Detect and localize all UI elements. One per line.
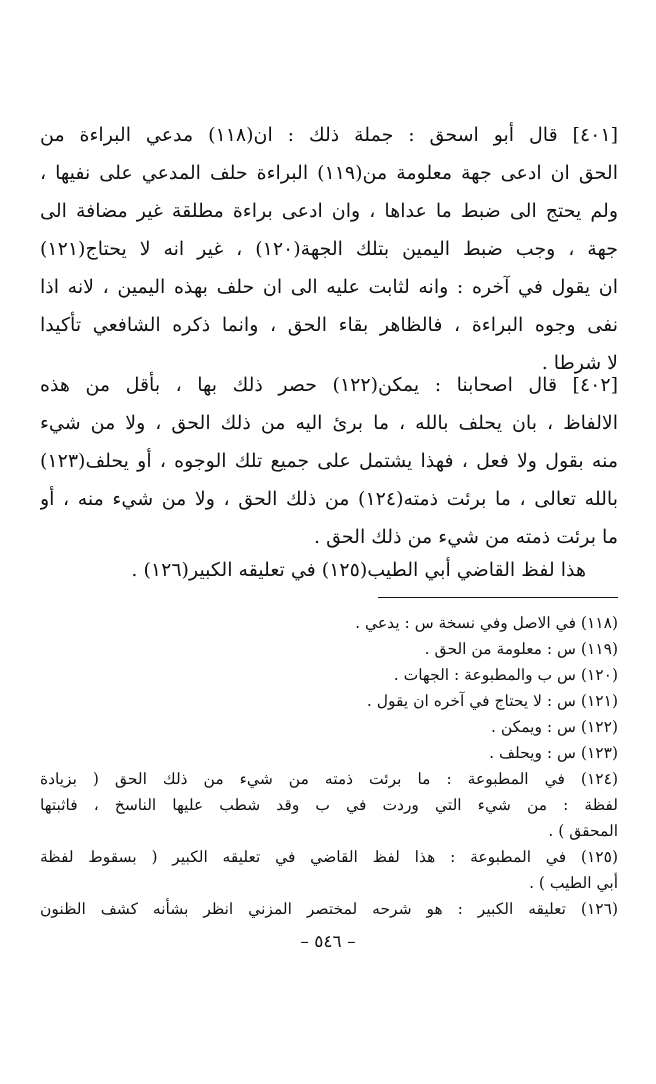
text-line: لا شرطا .	[541, 352, 618, 374]
text-line: الالفاظ ، بان يحلف بالله ، ما برئ اليه من ذلك الحق ، ولا من شيء	[40, 412, 618, 434]
text-line: منه بقول ولا فعل ، فهذا يشتمل على جميع تلك الوجوه ، أو يحلف(١٢٣)	[40, 450, 618, 472]
closing-paragraph	[40, 551, 586, 589]
text-line: ما برئت ذمته من شيء من ذلك الحق .	[313, 526, 618, 548]
text-line: [٤٠١] قال أبو اسحق : جملة ذلك : ان(١١٨) مدعي البراءة من	[40, 124, 618, 146]
text-line: ولم يحتج الى ضبط ما عداها ، وان ادعى براءة مطلقة غير مضافة الى	[40, 200, 618, 222]
footnote-line: لفظة : من شيء التي وردت في ب وقد شطب عليها الناسخ ، فاثبتها	[40, 796, 618, 814]
page-number: – ٥٤٦ –	[300, 932, 356, 952]
text-line: جهة ، وجب ضبط اليمين بتلك الجهة(١٢٠) ، غير انه لا يحتاج(١٢١)	[40, 238, 618, 260]
footnote-line: (١٢٦) تعليقه الكبير : هو شرحه لمختصر المزني انظر بشأنه كشف الظنون	[40, 900, 618, 918]
paragraph-402	[40, 366, 618, 556]
footnote-separator	[378, 597, 618, 598]
footnote-line: (١٢٣) س : ويحلف .	[489, 744, 618, 762]
footnote-line: المحقق ) .	[548, 822, 618, 840]
text-line: ان يقول في آخره : وانه لثابت عليه الى ان حلف بهذه اليمين ، لانه اذا	[40, 276, 618, 298]
text-line: بالله تعالى ، ما برئت ذمته(١٢٤) من ذلك الحق ، ولا من شيء منه ، أو	[40, 488, 618, 510]
closing-line: هذا لفظ القاضي أبي الطيب(١٢٥) في تعليقه الكبير(١٢٦) .	[131, 559, 586, 581]
footnote-line: (١٢٥) في المطبوعة : هذا لفظ القاضي في تعليقه الكبير ( بسقوط لفظة	[40, 848, 618, 866]
footnote-line: (١٢٤) في المطبوعة : ما برئت ذمته من شيء من ذلك الحق ( بزيادة	[40, 770, 618, 788]
footnote-line: (١٢٠) س ب والمطبوعة : الجهات .	[393, 666, 618, 684]
footnotes	[40, 610, 618, 922]
text-line: [٤٠٢] قال اصحابنا : يمكن(١٢٢) حصر ذلك بها ، بأقل من هذه	[40, 374, 618, 396]
footnote-line: (١٢٢) س : ويمكن .	[491, 718, 618, 736]
footnote-line: أبي الطيب ) .	[529, 874, 618, 892]
footnote-line: (١١٩) س : معلومة من الحق .	[424, 640, 618, 658]
text-line: الحق ان ادعى جهة معلومة من(١١٩) البراءة حلف المدعي على نفيها ،	[40, 162, 618, 184]
text-line: نفى وجوه البراءة ، فالظاهر بقاء الحق ، وانما ذكره الشافعي تأكيدا	[40, 314, 618, 336]
footnote-line: (١٢١) س : لا يحتاج في آخره ان يقول .	[366, 692, 618, 710]
footnote-line: (١١٨) في الاصل وفي نسخة س : يدعي .	[355, 614, 618, 632]
paragraph-401	[40, 116, 618, 382]
